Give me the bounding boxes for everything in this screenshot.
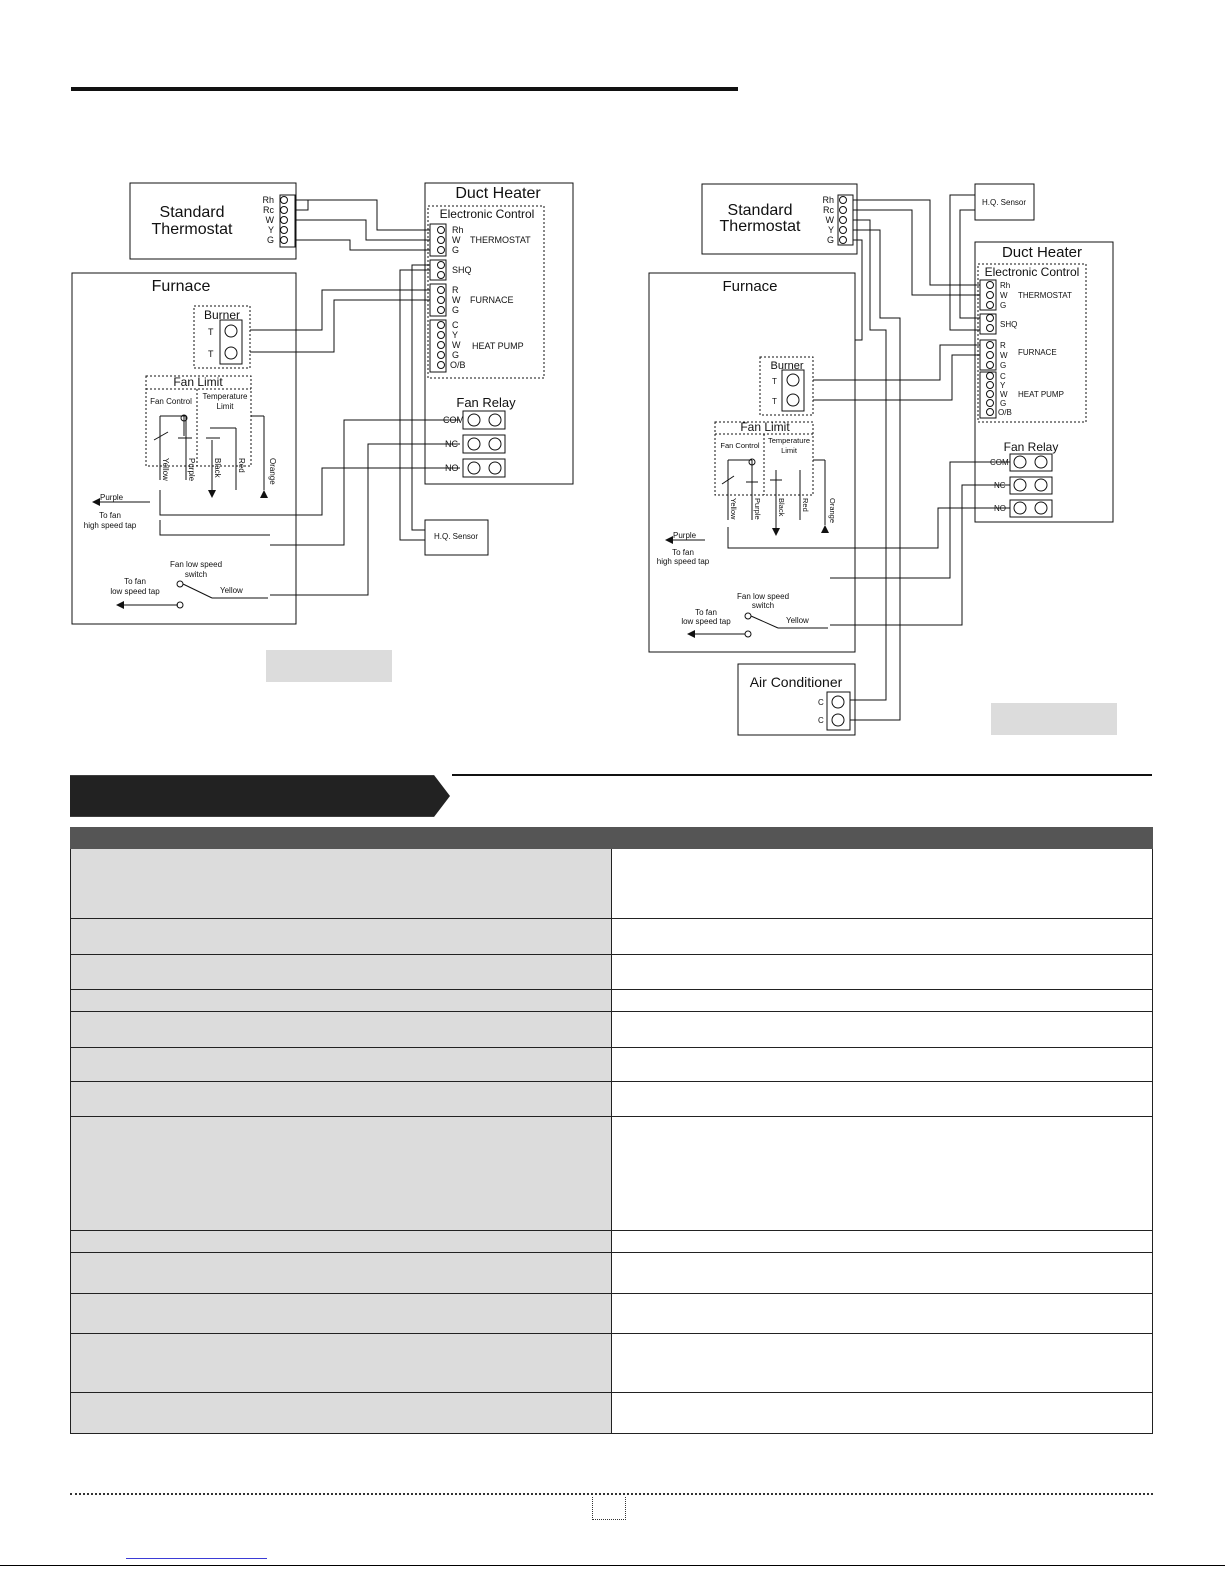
furnace-title: Furnace bbox=[151, 278, 211, 295]
terminal-label: G bbox=[266, 235, 274, 245]
group-label: SHQ bbox=[452, 265, 472, 275]
wire-label: Black bbox=[777, 498, 786, 517]
table-row bbox=[71, 1253, 1153, 1294]
high-tap-label-2: high speed tap bbox=[656, 557, 710, 566]
terminal-label: G bbox=[1000, 361, 1007, 370]
specification-table bbox=[70, 827, 1153, 1434]
terminal-label: Rc bbox=[263, 205, 274, 215]
temp-limit-label: Temperature bbox=[767, 436, 811, 445]
table-row bbox=[71, 1294, 1153, 1334]
table-row bbox=[71, 849, 1153, 919]
relay-label: COM bbox=[990, 458, 1009, 467]
wiring-diagram-right bbox=[640, 175, 1140, 745]
group-label: FURNACE bbox=[1018, 348, 1057, 357]
footer-link-underline[interactable] bbox=[126, 1558, 267, 1559]
wire-label: Purple bbox=[187, 458, 196, 482]
temp-limit-label-2: Limit bbox=[781, 446, 797, 455]
relay-label: COM bbox=[443, 415, 464, 425]
terminal-label: G bbox=[1000, 301, 1007, 310]
burner-title: Burner bbox=[203, 308, 241, 322]
fan-limit-title: Fan Limit bbox=[173, 375, 223, 389]
hq-sensor-label: H.Q. Sensor bbox=[981, 198, 1027, 207]
thermostat-title: Standard bbox=[159, 204, 225, 221]
terminal-label: Rh bbox=[822, 195, 834, 205]
terminal-label: W bbox=[1000, 291, 1008, 300]
wire-label: Yellow bbox=[161, 458, 170, 481]
table-row bbox=[71, 1393, 1153, 1434]
terminal-label: G bbox=[826, 235, 834, 245]
terminal-label: Y bbox=[267, 225, 274, 235]
high-tap-label: To fan bbox=[99, 511, 121, 520]
wiring-diagram-left bbox=[60, 175, 590, 635]
wire-label: Purple bbox=[753, 498, 762, 520]
section-rule bbox=[452, 774, 1152, 776]
group-label: SHQ bbox=[1000, 320, 1018, 329]
relay-label: NO bbox=[445, 463, 459, 473]
group-label: HEAT PUMP bbox=[1018, 390, 1064, 399]
terminal-label: C bbox=[818, 716, 824, 725]
footer-dotted-rule bbox=[70, 1493, 1153, 1495]
terminal-label: G bbox=[452, 350, 460, 360]
terminal-label: W bbox=[1000, 390, 1008, 399]
relay-label: NC bbox=[445, 439, 458, 449]
high-tap-label-2: high speed tap bbox=[83, 521, 137, 530]
terminal-label: Rh bbox=[1000, 281, 1011, 290]
terminal-label: W bbox=[1000, 351, 1008, 360]
table-row bbox=[71, 990, 1153, 1012]
hq-sensor-label: H.Q. Sensor bbox=[433, 532, 479, 541]
terminal-label: O/B bbox=[450, 360, 466, 370]
low-tap-label-2: low speed tap bbox=[681, 617, 731, 626]
table-row bbox=[71, 1048, 1153, 1082]
low-switch-label-2: switch bbox=[751, 601, 775, 610]
terminal-label: W bbox=[265, 215, 274, 225]
wire-label: Yellow bbox=[729, 498, 738, 520]
terminal-label: Y bbox=[452, 330, 459, 340]
relay-label: NC bbox=[994, 481, 1006, 490]
wire-label: Red bbox=[237, 458, 246, 473]
purple-label: Purple bbox=[673, 531, 697, 540]
terminal-label: Rh bbox=[262, 195, 274, 205]
terminal-label: Rh bbox=[452, 225, 464, 235]
terminal-label: T bbox=[208, 349, 214, 359]
group-label: HEAT PUMP bbox=[472, 341, 524, 351]
terminal-label: G bbox=[1000, 399, 1007, 408]
terminal-label: G bbox=[452, 245, 460, 255]
electronic-control-title: Electronic Control bbox=[439, 207, 535, 221]
table-row bbox=[71, 955, 1153, 990]
terminal-label: W bbox=[452, 340, 461, 350]
duct-heater-title: Duct Heater bbox=[455, 185, 541, 202]
terminal-label: C bbox=[818, 698, 824, 707]
group-label: THERMOSTAT bbox=[470, 235, 531, 245]
wire-label: Red bbox=[801, 498, 810, 512]
bottom-rule bbox=[0, 1565, 1225, 1566]
fan-control-label: Fan Control bbox=[150, 397, 192, 406]
low-switch-label: Fan low speed bbox=[169, 560, 223, 569]
terminal-label: C bbox=[1000, 372, 1006, 381]
terminal-label: Y bbox=[1000, 381, 1006, 390]
terminal-label: O/B bbox=[998, 408, 1012, 417]
yellow-label: Yellow bbox=[786, 616, 809, 625]
page-number-box bbox=[592, 1497, 626, 1520]
low-tap-label: To fan bbox=[695, 608, 717, 617]
low-switch-label-2: switch bbox=[184, 570, 208, 579]
terminal-label: G bbox=[452, 305, 460, 315]
relay-label: NO bbox=[994, 504, 1006, 513]
thermostat-title: Standard bbox=[727, 202, 793, 219]
section-banner bbox=[70, 775, 450, 817]
wire-label: Orange bbox=[268, 458, 277, 485]
table-header bbox=[71, 828, 1153, 849]
figure-caption-box-right bbox=[991, 703, 1117, 735]
fan-control-label: Fan Control bbox=[720, 441, 760, 450]
air-conditioner-title: Air Conditioner bbox=[749, 674, 843, 690]
terminal-label: W bbox=[452, 295, 461, 305]
temp-limit-label: Temperature bbox=[202, 392, 248, 401]
terminal-label: T bbox=[772, 377, 777, 386]
electronic-control-title: Electronic Control bbox=[984, 265, 1080, 279]
table-row bbox=[71, 919, 1153, 955]
yellow-label: Yellow bbox=[220, 586, 243, 595]
table-row bbox=[71, 1334, 1153, 1393]
terminal-label: T bbox=[208, 327, 214, 337]
furnace-title: Furnace bbox=[722, 278, 778, 295]
terminal-label: R bbox=[452, 285, 459, 295]
terminal-label: T bbox=[772, 397, 777, 406]
table-row bbox=[71, 1082, 1153, 1117]
purple-label: Purple bbox=[100, 493, 124, 502]
thermostat-title-2: Thermostat bbox=[719, 218, 801, 235]
temp-limit-label-2: Limit bbox=[216, 402, 234, 411]
group-label: THERMOSTAT bbox=[1018, 291, 1072, 300]
thermostat-title-2: Thermostat bbox=[151, 221, 233, 238]
low-switch-label: Fan low speed bbox=[736, 592, 790, 601]
low-tap-label-2: low speed tap bbox=[110, 587, 160, 596]
group-label: FURNACE bbox=[470, 295, 514, 305]
table-row bbox=[71, 1117, 1153, 1231]
terminal-label: Y bbox=[827, 225, 834, 235]
terminal-label: C bbox=[452, 320, 459, 330]
table-row bbox=[71, 1012, 1153, 1048]
terminal-label: W bbox=[452, 235, 461, 245]
wire-label: Orange bbox=[828, 498, 837, 524]
low-tap-label: To fan bbox=[124, 577, 146, 586]
wire-label: Black bbox=[213, 458, 222, 478]
burner-title: Burner bbox=[770, 360, 804, 372]
figure-caption-box bbox=[266, 650, 392, 682]
terminal-label: W bbox=[825, 215, 834, 225]
terminal-label: R bbox=[1000, 341, 1006, 350]
fan-limit-title: Fan Limit bbox=[740, 420, 790, 434]
fan-relay-title: Fan Relay bbox=[1003, 440, 1059, 454]
top-rule bbox=[71, 87, 738, 91]
table-row bbox=[71, 1231, 1153, 1253]
duct-heater-title: Duct Heater bbox=[1001, 244, 1083, 261]
high-tap-label: To fan bbox=[672, 548, 694, 557]
fan-relay-title: Fan Relay bbox=[456, 395, 516, 410]
terminal-label: Rc bbox=[823, 205, 834, 215]
